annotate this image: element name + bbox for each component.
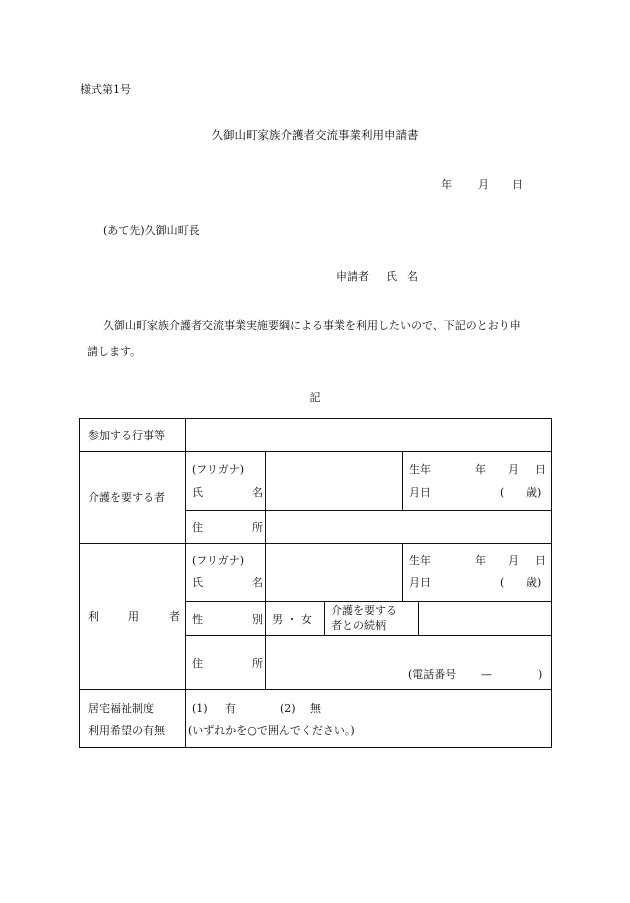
user-address-label-a: 住 [192,657,203,670]
welfare-label-1: 居宅福祉制度 [88,702,154,715]
furigana-label: (フリガナ) [192,463,245,476]
caregiver-label: 介護を要する者 [88,491,165,504]
name-label-b: 名 [252,486,263,499]
date-day-label: 日 [512,178,523,191]
sex-value: 男 ・ 女 [272,613,312,626]
phone-close: ) [538,668,543,681]
birth-year: 年 [475,463,486,476]
phone-open: (電話番号 [408,668,457,681]
document-title: 久御山町家族介護者交流事業利用申請書 [211,128,419,142]
row-line [185,601,551,602]
application-table [79,418,552,748]
row-line [80,543,551,544]
user-birth-day: 日 [535,554,546,567]
date-year-label: 年 [441,178,452,191]
option-yes-number: (1) [192,702,208,715]
user-furigana-label: (フリガナ) [192,554,245,567]
birth-label-a: 生年 [409,463,431,476]
user-name-label-b: 名 [252,576,263,589]
applicant-label: 申請者 [336,270,369,283]
date-month-label: 月 [478,178,489,191]
name-label-a: 氏 [192,486,203,499]
user-age-close: 歳) [526,576,542,589]
form-number: 様式第1号 [80,83,131,96]
sex-label-a: 性 [192,613,203,626]
option-yes: 有 [225,702,236,715]
address-label-b: 所 [252,521,263,534]
addressee: (あて先)久御山町長 [103,224,200,237]
birth-month: 月 [508,463,519,476]
col-line [402,451,403,510]
body-text-line-1: 久御山町家族介護者交流事業実施要綱による事業を利用したいので、下記のとおり申 [103,319,521,332]
col-line [418,601,419,635]
age-close: 歳) [526,486,542,499]
col-line [185,419,186,747]
birth-label-b: 月日 [409,486,431,499]
body-text-line-2: 請します。 [87,345,142,358]
phone-dash: — [481,668,492,681]
sex-label-b: 別 [252,613,263,626]
row-line [185,510,551,511]
user-label-a: 利 [88,610,99,623]
col-line [265,451,266,689]
relation-label-1: 介護を要する [331,604,397,617]
user-label-c: 者 [169,610,180,623]
birth-day: 日 [535,463,546,476]
selection-note: (いずれかを○で囲んでください。) [188,724,355,737]
user-birth-month: 月 [508,554,519,567]
event-label: 参加する行事等 [88,429,165,442]
user-birth-label-a: 生年 [409,554,431,567]
col-line [402,543,403,601]
row-line [185,635,551,636]
option-no: 無 [310,702,321,715]
ki-heading: 記 [309,391,321,404]
user-name-label-a: 氏 [192,576,203,589]
row-line [80,689,551,690]
user-birth-year: 年 [475,554,486,567]
address-label-a: 住 [192,521,203,534]
applicant-name-label-2: 名 [407,270,418,283]
user-birth-label-b: 月日 [409,576,431,589]
relation-label-2: 者との続柄 [331,619,386,632]
user-label-b: 用 [128,610,139,623]
row-line [80,451,551,452]
age-open: ( [500,486,505,499]
option-no-number: (2) [280,702,296,715]
applicant-name-label-1: 氏 [386,270,397,283]
col-line [324,601,325,635]
welfare-label-2: 利用希望の有無 [88,724,165,737]
user-age-open: ( [500,576,505,589]
user-address-label-b: 所 [252,657,263,670]
